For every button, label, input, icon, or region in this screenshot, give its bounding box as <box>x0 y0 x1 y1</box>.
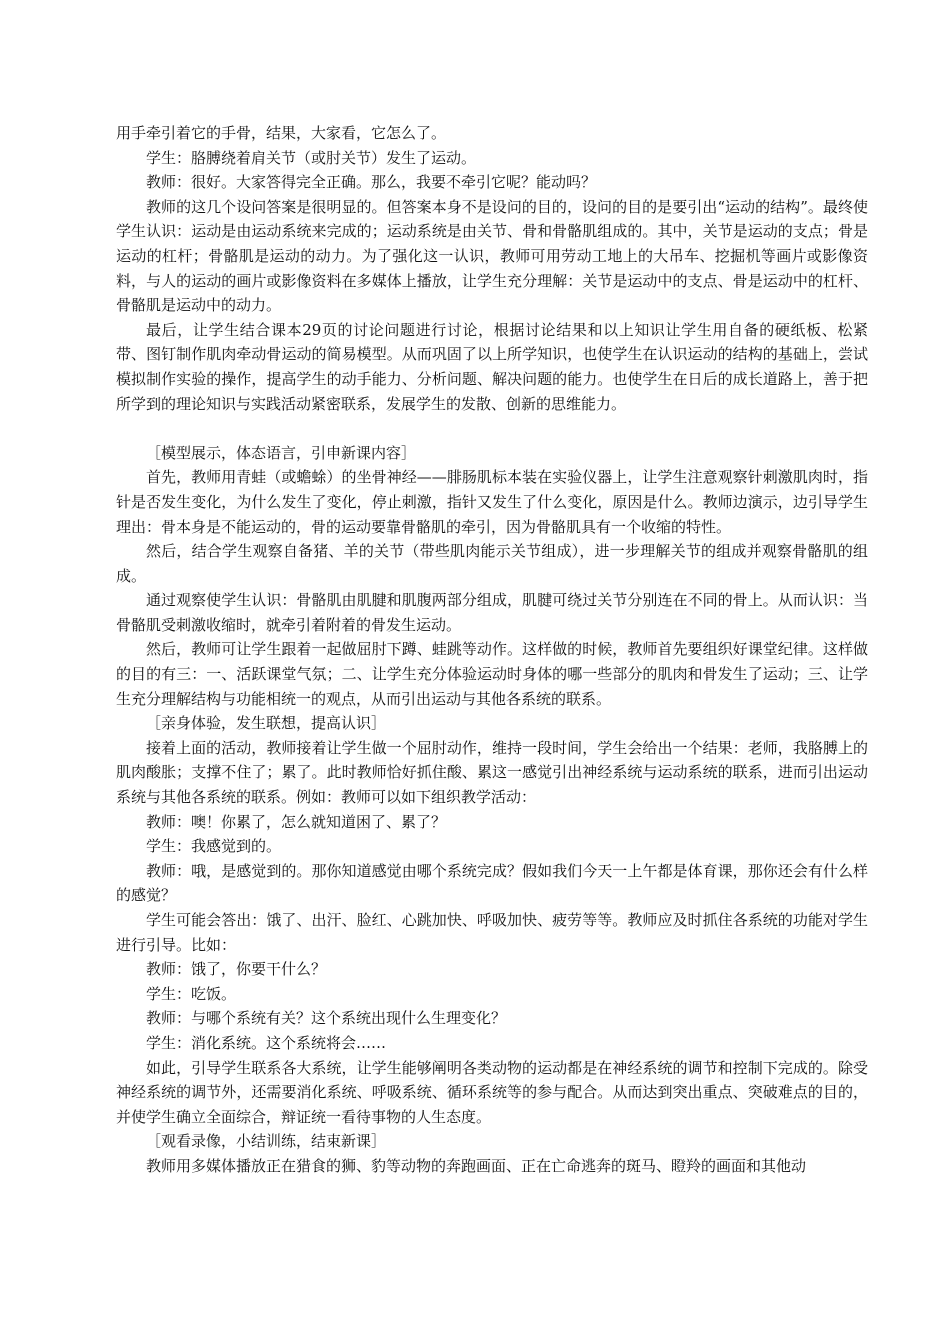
paragraph-exercise-activity: 然后，教师可让学生跟着一起做屈肘下蹲、蛙跳等动作。这样做的时候，教师首先要组织好课堂纪律。这样做的目的有三：一、活跃课堂气氛；二、让学生充分体验运动时身体的哪一些部分的肌肉和骨发生了运动；三、让学生充分理解结构与功能相统一的观点，从而引出运动与其他各系统的联系。 <box>116 640 868 708</box>
paragraph-elbow-activity: 接着上面的活动，教师接着让学生做一个屈肘动作，维持一段时间，学生会给出一个结果：老师，我胳膊上的肌肉酸胀；支撑不住了；累了。此时教师恰好抓住酸、累这一感觉引出神经系统与运动系统的联系，进而引出运动系统与其他各系统的联系。例如：教师可以如下组织教学活动： <box>116 738 868 807</box>
paragraph-student-dialogue-3: 学生：消化系统。这个系统将会…… <box>146 1033 387 1052</box>
paragraph-student-answer-1: 学生：胳膊绕着肩关节（或肘关节）发生了运动。 <box>146 148 477 167</box>
paragraph-muscle-structure: 通过观察使学生认识：骨骼肌由肌腱和肌腹两部分组成，肌腱可绕过关节分别连在不同的骨上。从而认识：当骨骼肌受刺激收缩时，就牵引着附着的骨发生运动。 <box>116 591 868 634</box>
paragraph-continuation: 用手牵引着它的手骨，结果，大家看，它怎么了。 <box>116 124 447 142</box>
paragraph-model-making: 最后，让学生结合课本29页的讨论问题进行讨论，根据讨论结果和以上知识让学生用自备的硬纸板、松紧带、图钉制作肌肉牵动骨运动的简易模型。从而巩固了以上所学知识，也使学生在认识运动的结构的基础上，尝试模拟制作实验的操作，提高学生的动手能力、分析问题、解决问题的能力。也使学生在日后的成长道路上，善于把所学到的理论知识与实践活动紧密联系，发展学生的发散、创新的思维能力。 <box>116 320 868 413</box>
paragraph-student-dialogue-1: 学生：我感觉到的。 <box>146 837 282 856</box>
paragraph-video-playback: 教师用多媒体播放正在猎食的狮、豹等动物的奔跑画面、正在亡命逃奔的斑马、瞪羚的画面和其他动 <box>146 1156 807 1175</box>
paragraph-teacher-dialogue-1: 教师：噢！你累了，怎么就知道困了、累了？ <box>146 812 447 831</box>
paragraph-teacher-question-1: 教师：很好。大家答得完全正确。那么，我要不牵引它呢？能动吗？ <box>146 173 597 192</box>
section-header-experience: ［亲身体验，发生联想，提高认识］ <box>146 714 387 733</box>
section-header-video: ［观看录像，小结训练，结束新课］ <box>146 1132 387 1151</box>
paragraph-teacher-dialogue-4: 教师：与哪个系统有关？这个系统出现什么生理变化？ <box>146 1009 507 1028</box>
paragraph-summary: 如此，引导学生联系各大系统，让学生能够阐明各类动物的运动都是在神经系统的调节和控制下完成的。除受神经系统的调节外，还需要消化系统、呼吸系统、循环系统等的参与配合。从而达到突出重点、突破难点的目的，并使学生确立全面综合，辩证统一看待事物的人生态度。 <box>116 1058 868 1126</box>
paragraph-structure-explanation: 教师的这几个设问答案是很明显的。但答案本身不是设问的目的，设问的目的是要引出“运动的结构”。最终使学生认识：运动是由运动系统来完成的；运动系统是由关节、骨和骨骼肌组成的。其中，关节是运动的支点；骨是运动的杠杆；骨骼肌是运动的动力。为了强化这一认识，教师可用劳动工地上的大吊车、挖掘机等画片或影像资料，与人的运动的画片或影像资料在多媒体上播放，让学生充分理解：关节是运动中的支点、骨是运动中的杠杆、骨骼肌是运动中的动力。 <box>116 197 868 315</box>
paragraph-frog-experiment: 首先，教师用青蛙（或蟾蜍）的坐骨神经——腓肠肌标本装在实验仪器上，让学生注意观察针刺激肌肉时，指针是否发生变化，为什么发生了变化，停止刺激，指针又发生了什么变化，原因是什么。教师边演示，边引导学生理出：骨本身是不能运动的，骨的运动要靠骨骼肌的牵引，因为骨骼肌具有一个收缩的特性。 <box>116 468 868 536</box>
blank-line <box>116 416 868 441</box>
paragraph-teacher-dialogue-3: 教师：饿了，你要干什么？ <box>146 960 327 979</box>
paragraph-joint-observation: 然后，结合学生观察自备猪、羊的关节（带些肌肉能示关节组成），进一步理解关节的组成并观察骨骼肌的组成。 <box>116 542 868 585</box>
document-page <box>116 121 868 1179</box>
paragraph-student-dialogue-2: 学生：吃饭。 <box>146 984 237 1003</box>
section-header-model-display: ［模型展示，体态语言，引申新课内容］ <box>146 443 417 462</box>
paragraph-teacher-dialogue-2: 教师：哦，是感觉到的。那你知道感觉由哪个系统完成？假如我们今天一上午都是体育课，那你还会有什么样的感觉？ <box>116 861 868 905</box>
paragraph-student-possible-answers: 学生可能会答出：饿了、出汗、脸红、心跳加快、呼吸加快、疲劳等等。教师应及时抓住各系统的功能对学生进行引导。比如： <box>116 911 868 954</box>
